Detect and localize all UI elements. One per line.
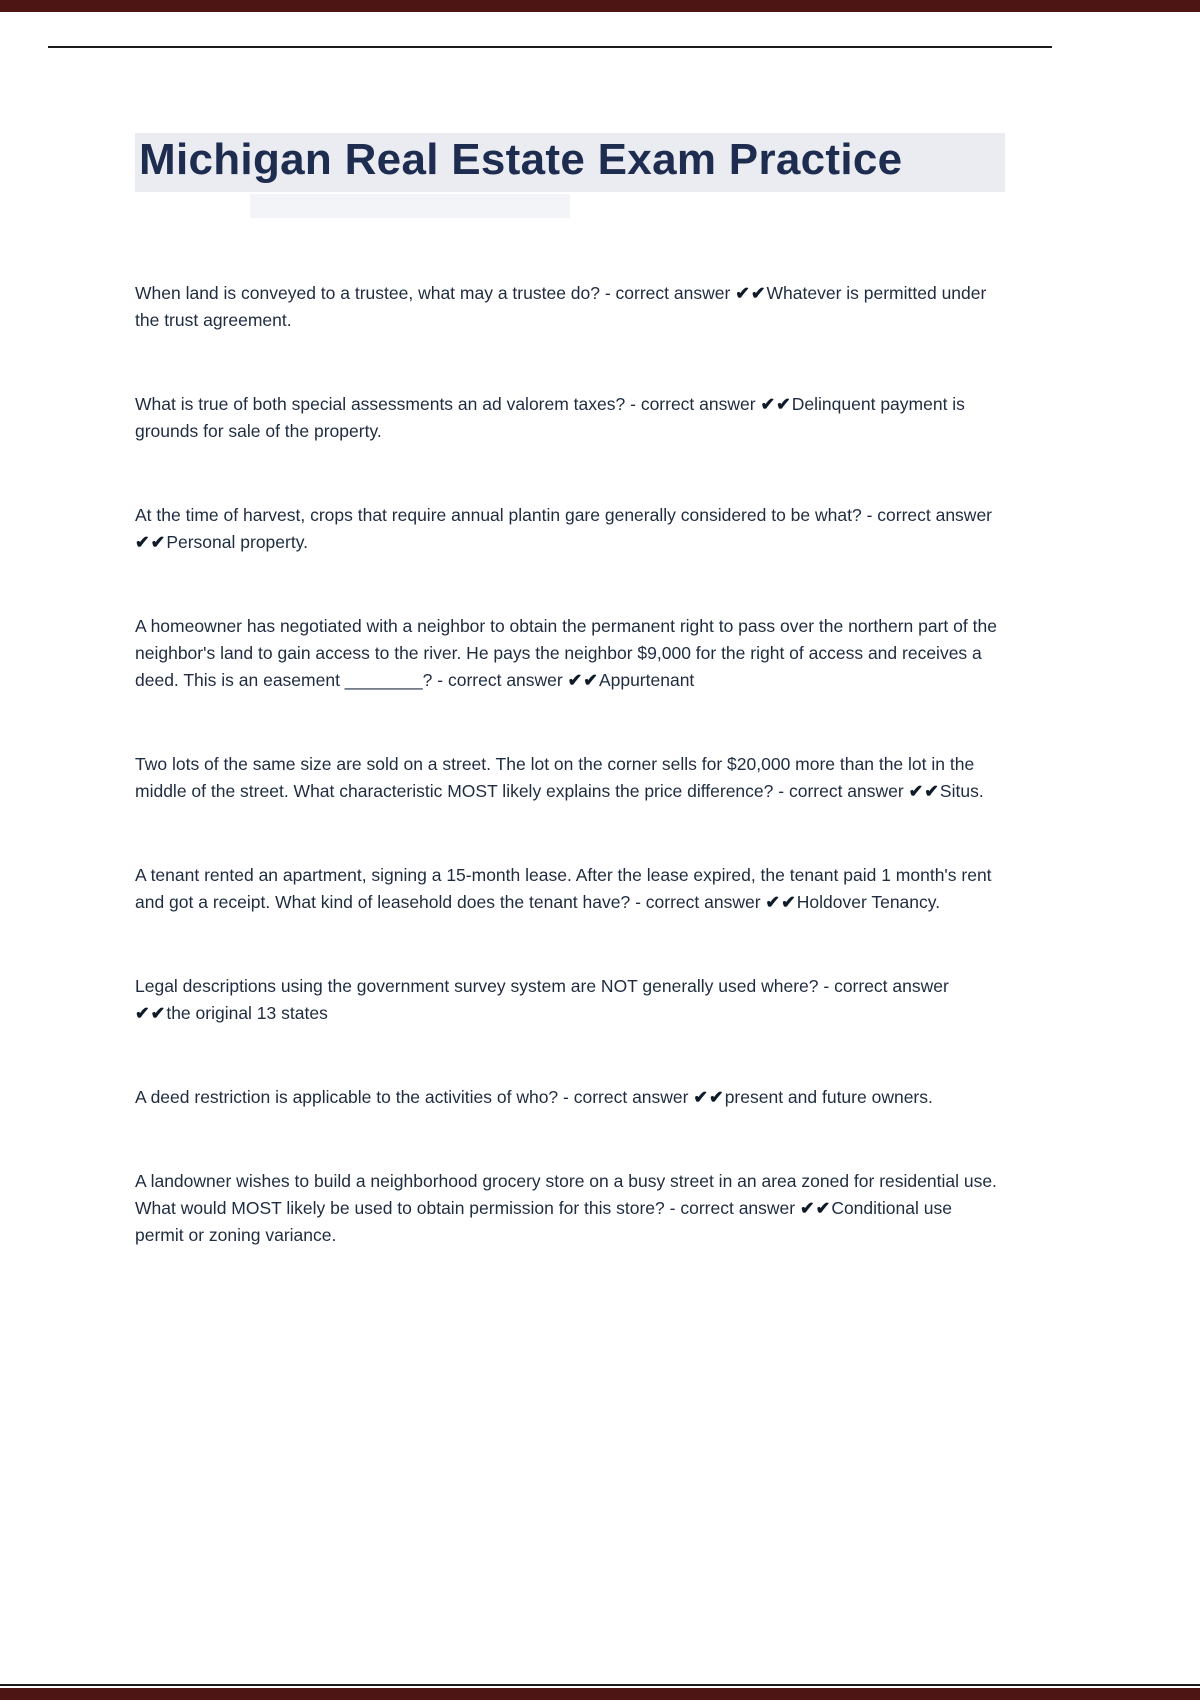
answer-text: Personal property.	[166, 532, 309, 553]
question-text: What is true of both special assessments an ad valorem taxes?	[135, 394, 626, 415]
qa-item	[135, 973, 1005, 1027]
answer-text: the original 13 states	[166, 1003, 328, 1024]
checkmark-icon: ✔✔	[567, 670, 599, 691]
bottom-rule-line	[0, 1684, 1200, 1686]
question-text: When land is conveyed to a trustee, what may a trustee do?	[135, 283, 600, 304]
qa-list	[135, 280, 1005, 1249]
answer-text: Holdover Tenancy.	[796, 892, 941, 913]
answer-text: Delinquent payment is grounds for sale of the property.	[135, 394, 965, 442]
checkmark-icon: ✔✔	[799, 1198, 832, 1219]
bottom-border-bar	[0, 1688, 1200, 1700]
question-text: A landowner wishes to build a neighborhood grocery store on a busy street in an area zoned for residential use. What would MOST likely be used to obtain permission for this store?	[135, 1171, 997, 1219]
top-rule-line	[48, 46, 1052, 48]
question-text: A tenant rented an apartment, signing a 15-month lease. After the lease expired, the tenant paid 1 month's rent and got a receipt. What kind of leasehold does the tenant have?	[135, 865, 992, 913]
title-highlight-tail	[250, 194, 570, 218]
top-border-bar	[0, 0, 1200, 12]
document-body	[135, 133, 1005, 1306]
question-text: A deed restriction is applicable to the activities of who?	[135, 1087, 559, 1108]
answer-marker: - correct answer	[635, 892, 761, 913]
answer-text: Conditional use permit or zoning variance.	[135, 1198, 952, 1246]
checkmark-icon: ✔✔	[135, 1003, 167, 1024]
checkmark-icon: ✔✔	[765, 892, 797, 913]
question-text: Two lots of the same size are sold on a street. The lot on the corner sells for $20,000 more than the lot in the middle of the street. What characteristic MOST likely explains the price difference?	[135, 754, 975, 802]
question-text: A homeowner has negotiated with a neighbor to obtain the permanent right to pass over the northern part of the neighbor's land to gain access to the river. He pays the neighbor $9,000 for the right of access and receives a deed. This is an easement ________?	[135, 616, 997, 691]
answer-marker: - correct answer	[866, 505, 993, 526]
page-title: Michigan Real Estate Exam Practice	[135, 133, 1005, 192]
answer-marker: - correct answer	[563, 1087, 689, 1108]
answer-marker: - correct answer	[823, 976, 949, 997]
answer-marker: - correct answer	[604, 283, 731, 304]
qa-item	[135, 862, 1005, 916]
qa-item	[135, 613, 1005, 694]
answer-marker: - correct answer	[437, 670, 563, 691]
question-text: At the time of harvest, crops that require annual plantin gare generally considered to be what?	[135, 505, 862, 526]
qa-item	[135, 751, 1005, 805]
qa-item	[135, 280, 1005, 334]
checkmark-icon: ✔✔	[693, 1087, 725, 1108]
checkmark-icon: ✔✔	[760, 394, 792, 415]
answer-marker: - correct answer	[669, 1198, 796, 1219]
answer-text: Situs.	[939, 781, 984, 802]
qa-item	[135, 502, 1005, 556]
answer-text: Appurtenant	[598, 670, 695, 691]
answer-marker: - correct answer	[630, 394, 756, 415]
answer-text: Whatever is permitted under the trust agreement.	[135, 283, 987, 331]
qa-item	[135, 391, 1005, 445]
answer-marker: - correct answer	[778, 781, 904, 802]
checkmark-icon: ✔✔	[908, 781, 940, 802]
qa-item	[135, 1084, 1005, 1111]
qa-item	[135, 1168, 1005, 1249]
question-text: Legal descriptions using the government survey system are NOT generally used where?	[135, 976, 819, 997]
checkmark-icon: ✔✔	[135, 532, 167, 553]
answer-text: present and future owners.	[724, 1087, 933, 1108]
checkmark-icon: ✔✔	[735, 283, 767, 304]
